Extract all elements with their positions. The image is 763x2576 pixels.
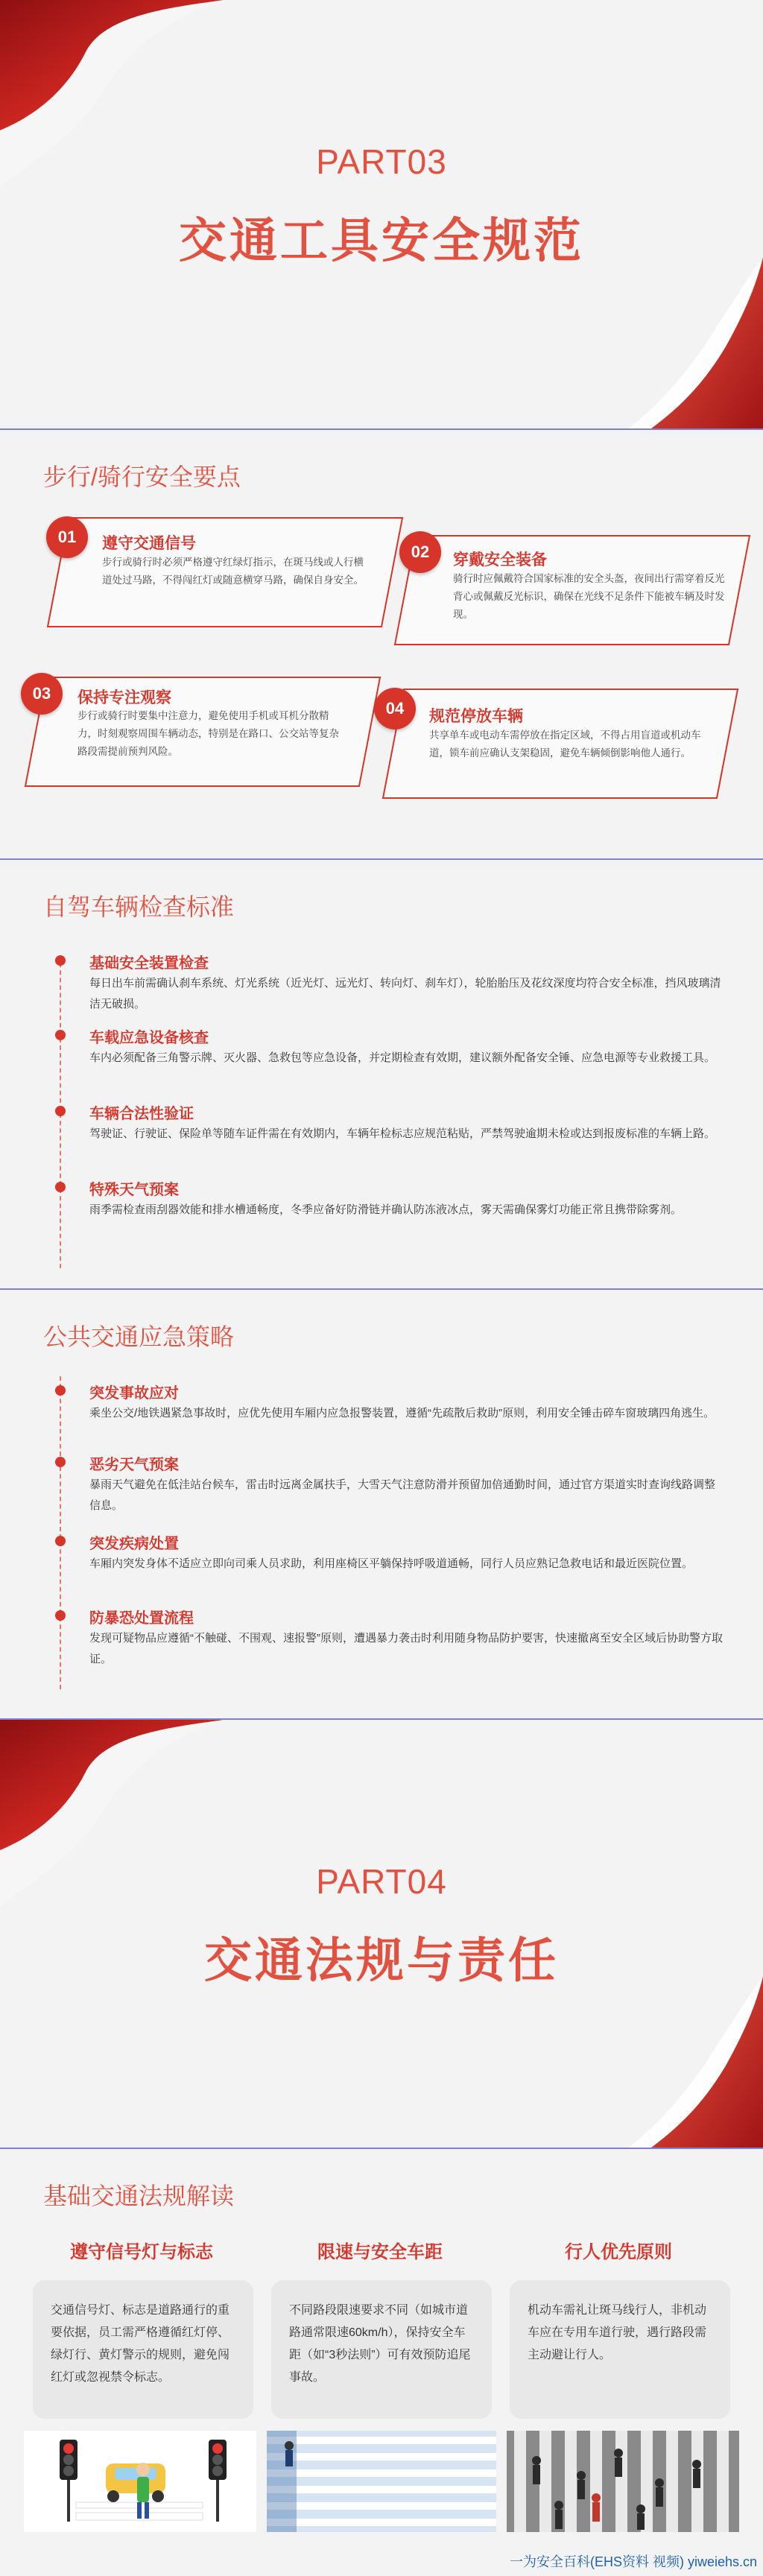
timeline-dot bbox=[55, 1030, 66, 1040]
slide-title: 公共交通应急策略 bbox=[43, 1323, 235, 1350]
timeline-item-body: 雨季需检查雨刮器效能和排水槽通畅度，冬季应备好防滑链并确认防冻液冰点，雾天需确保雾灯功能正常且携带除雾剂。 bbox=[89, 1203, 683, 1216]
tip-number-badge: 01 bbox=[46, 516, 88, 558]
page-curl-bottom-right bbox=[621, 1976, 763, 2148]
law-card: 不同路段限速要求不同（如城市道路通常限速60km/h），保持安全车距（如“3秒法则”）可有效预防追尾事故。 bbox=[271, 2280, 492, 2419]
tip-title: 规范停放车辆 bbox=[429, 708, 523, 725]
law-card: 机动车需礼让斑马线行人，非机动车应在专用车道行驶，遇行路段需主动避让行人。 bbox=[510, 2280, 730, 2419]
slide-title: 步行/骑行安全要点 bbox=[43, 463, 241, 490]
cover-slide-part04 bbox=[0, 1720, 763, 2148]
tip-number-badge: 02 bbox=[399, 531, 441, 573]
column-heading: 限速与安全车距 bbox=[317, 2242, 443, 2262]
tip-body: 骑行时应佩戴符合国家标准的安全头盔，夜间出行需穿着反光背心或佩戴反光标识，确保在光线不足条件下能被车辆及时发现。 bbox=[453, 573, 725, 620]
timeline-item-body: 车内必须配备三角警示牌、灭火器、急救包等应急设备，并定期检查有效期，建议额外配备安全锤、应急电源等专业救援工具。 bbox=[89, 1051, 716, 1064]
timeline-item-title: 基础安全装置检查 bbox=[89, 955, 209, 972]
pedestrian-crossing-photo bbox=[507, 2431, 739, 2532]
tip-number-badge: 04 bbox=[374, 688, 416, 730]
timeline-item-body: 暴雨天气避免在低洼站台候车，雷击时远离金属扶手，大雪天气注意防滑并预留加倍通勤时间，通过官方渠道实时查询线路调整信息。 bbox=[89, 1478, 716, 1512]
timeline-dot bbox=[55, 1536, 66, 1546]
part-label: PART03 bbox=[316, 142, 447, 181]
tip-title: 保持专注观察 bbox=[77, 689, 171, 706]
timeline-item-body: 车厢内突发身体不适应立即向司乘人员求助，利用座椅区平躺保持呼吸道通畅，同行人员应熟记急救电话和最近医院位置。 bbox=[89, 1557, 694, 1570]
crosswalk-photo bbox=[267, 2431, 496, 2532]
timeline-dot bbox=[55, 1610, 66, 1621]
timeline-dot bbox=[55, 1106, 66, 1116]
slide-car-check bbox=[0, 860, 763, 1288]
column-heading: 行人优先原则 bbox=[565, 2242, 672, 2262]
part-title: 交通工具安全规范 bbox=[179, 214, 584, 268]
page-curl-bottom-right bbox=[621, 257, 763, 428]
timeline-item-title: 特殊天气预案 bbox=[89, 1182, 179, 1198]
timeline-item-title: 防暴恐处置流程 bbox=[89, 1610, 194, 1627]
cover-slide-part03 bbox=[0, 0, 763, 428]
timeline-item-title: 恶劣天气预案 bbox=[89, 1457, 179, 1473]
part-label: PART04 bbox=[316, 1862, 447, 1901]
watermark-text: 一为安全百科(EHS资料 视频) yiweiehs.cn bbox=[509, 2554, 757, 2569]
law-card: 交通信号灯、标志是道路通行的重要依据，员工需严格遵循红灯停、绿灯行、黄灯警示的规则，避免闯红灯或忽视禁令标志。 bbox=[33, 2280, 253, 2419]
slide-traffic-law bbox=[0, 2149, 763, 2576]
tip-title: 穿戴安全装备 bbox=[453, 551, 547, 569]
column-heading: 遵守信号灯与标志 bbox=[70, 2242, 213, 2262]
timeline-item-title: 车辆合法性验证 bbox=[89, 1106, 194, 1122]
timeline-item-body: 驾驶证、行驶证、保险单等随车证件需在有效期内，车辆年检标志应规范粘贴，严禁驾驶逾期未检或达到报废标准的车辆上路。 bbox=[89, 1127, 716, 1140]
timeline-item-body: 每日出车前需确认刹车系统、灯光系统（近光灯、远光灯、转向灯、刹车灯），轮胎胎压及花纹深度均符合安全标准，挡风玻璃清洁无破损。 bbox=[89, 977, 721, 1010]
timeline-dot bbox=[55, 955, 66, 966]
tip-body: 共享单车或电动车需停放在指定区域，不得占用盲道或机动车道，锁车前应确认支架稳固，避免车辆倾倒影响他人通行。 bbox=[429, 730, 701, 759]
slide-title: 基础交通法规解读 bbox=[43, 2183, 235, 2209]
tip-body: 步行或骑行时必须严格遵守红绿灯指示，在斑马线或人行横道处过马路，不得闯红灯或随意横穿马路，确保自身安全。 bbox=[102, 557, 364, 586]
part-title: 交通法规与责任 bbox=[204, 1934, 559, 1987]
tip-body: 步行或骑行时要集中注意力，避免使用手机或耳机分散精力，时刻观察周围车辆动态，特别是在路口、公交站等复杂路段需提前预判风险。 bbox=[77, 710, 339, 757]
timeline-line bbox=[60, 1376, 61, 1689]
slide-walk-ride bbox=[0, 430, 763, 858]
timeline-item-title: 车载应急设备核查 bbox=[89, 1030, 209, 1046]
timeline-item-body: 乘坐公交/地铁遇紧急事故时，应优先使用车厢内应急报警装置，遵循“先疏散后救助”原则，利用安全锤击碎车窗玻璃四角逃生。 bbox=[89, 1407, 715, 1420]
timeline-item-title: 突发事故应对 bbox=[89, 1385, 179, 1402]
tip-number-badge: 03 bbox=[21, 673, 63, 715]
timeline-dot bbox=[55, 1385, 66, 1396]
timeline-dot bbox=[55, 1457, 66, 1467]
timeline-item-body: 发现可疑物品应遵循“不触碰、不围观、速报警”原则，遭遇暴力袭击时利用随身物品防护要害，快速撤离至安全区域后协助警方取证。 bbox=[89, 1632, 723, 1665]
slide-public-transport bbox=[0, 1290, 763, 1718]
timeline-item-title: 突发疾病处置 bbox=[89, 1536, 179, 1552]
tip-title: 遵守交通信号 bbox=[102, 535, 196, 552]
slide-title: 自驾车辆检查标准 bbox=[43, 893, 235, 920]
traffic-light-illustration bbox=[24, 2431, 256, 2532]
timeline-dot bbox=[55, 1182, 66, 1192]
